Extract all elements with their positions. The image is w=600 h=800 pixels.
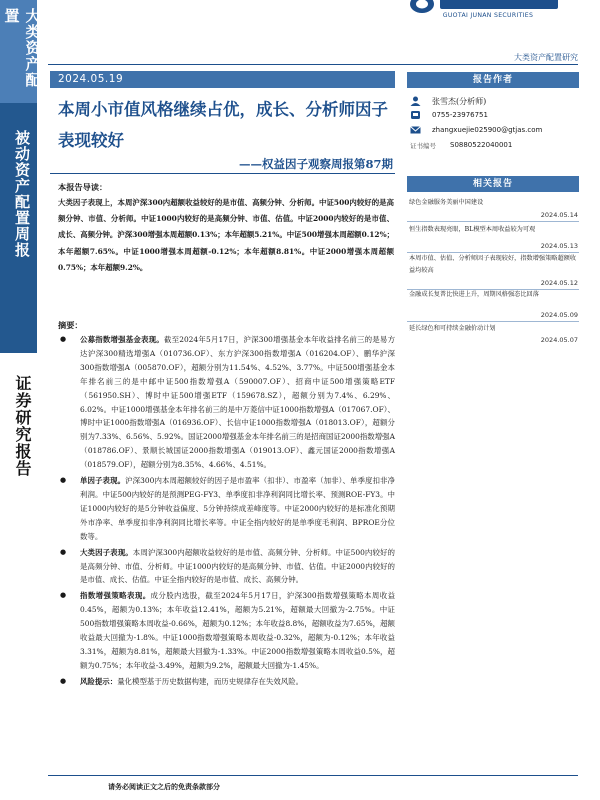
left-sidebar xyxy=(0,0,42,800)
analyst-email[interactable]: zhangxuejie025900@gtjas.com xyxy=(432,126,543,134)
analyst-name: 张雪杰(分析师) xyxy=(432,97,487,106)
top-divider xyxy=(48,64,578,65)
summary-list xyxy=(58,333,395,691)
guide-heading: 本报告导读： xyxy=(58,182,108,192)
report-date: 2024.05.19 xyxy=(50,71,395,88)
analyst-phone: 0755-23976751 xyxy=(432,111,488,119)
related-divider xyxy=(407,321,579,322)
sidebar-label-series: 被动资产配置周报 xyxy=(13,130,31,258)
summary-item-lead: 单因子表现。 xyxy=(80,476,126,486)
summary-item-lead: 大类因子表现。 xyxy=(80,547,133,557)
summary-heading: 摘要： xyxy=(58,320,83,330)
cert-number: S0880522040001 xyxy=(450,141,513,149)
guide-text: 大类因子表现上，本周沪深300内超额收益较好的是市值、高频分钟、分析师。中证500内较好的是高频分钟、市值、分析师。中证1000内较好的是高频分钟、市值、估值。中证2000内较好的是市值、成长、高频分钟。沪深300增强本周超额0.13%；本年超额5.21%。中证500增强本周超额0.12%；本年超额7.65%。中证1000增强本周超额-0.12%；本年超额8.81%。中证2000增强本周超额0.75%；本年超额9.2%。 xyxy=(58,198,394,272)
title-divider xyxy=(50,173,395,174)
summary-item: ● 大类因子表现。本周沪深300内超额收益较好的是市值、高频分钟、分析师。中证500内较好的是高频分钟、市值、分析师。中证1000内较好的是高频分钟、市值、估值。中证2000内较好的是市值、成长、估值。中证全指内较好的是市值、成长、高频分钟。 xyxy=(58,546,395,588)
analyst-section-title: 报告作者 xyxy=(407,72,579,88)
report-type: 大类资产配置研究 xyxy=(514,53,578,62)
related-divider xyxy=(407,221,579,222)
related-item-date: 2024.05.14 xyxy=(540,211,578,219)
summary-item-lead: 公募指数增强基金表现。 xyxy=(80,335,164,344)
related-item-date: 2024.05.13 xyxy=(540,242,578,250)
related-item-title[interactable]: 本周市值、估值、分析师因子表现较好，指数增强策略超额收益均较高 xyxy=(409,255,577,274)
report-title: 本周小市值风格继续占优，成长、分析师因子表现较好 xyxy=(58,100,388,150)
related-item-title[interactable]: 绿色金融服务美丽中国建设 xyxy=(409,199,484,206)
report-subtitle: ——权益因子观察周报第87期 xyxy=(238,157,393,171)
person-icon xyxy=(410,96,421,106)
phone-icon xyxy=(410,110,421,120)
related-item-title[interactable]: 延长绿色和可持续金融价动计划 xyxy=(409,325,496,332)
bottom-divider xyxy=(48,775,578,776)
related-item-date: 2024.05.12 xyxy=(540,279,578,287)
email-icon xyxy=(410,125,421,135)
related-item-title[interactable]: 恒生指数表现亮眼，BL模型本周收益较为可观 xyxy=(409,226,536,233)
related-item-title[interactable]: 金融成长复普比快进上升，周期风格强态比回落 xyxy=(409,291,539,298)
sidebar-label-type: 证券研究报告 xyxy=(13,375,32,477)
summary-item-lead: 指数增强策略表现。 xyxy=(80,591,151,601)
related-item-date: 2024.05.07 xyxy=(540,336,578,344)
summary-item: ● 指数增强策略表现。成分股内选股，截至2024年5月17日，沪深300指数增强策略本周收益0.45%，超额为0.13%；本年收益12.41%，超额为5.21%，超额最大回撤为-2.75%。中证500指数增强策略本周收益-0.66%，超额为0.12%；本年收益8.8%，超额收益为7.65%，超额收益最大回撤为-1.8%。中证1000指数增强策略本周收益-0.32%，超额为-0.12%；本年收益3.31%，超额为8.81%，超额最大回撤为-1.33%。中证2000指数增强策略本周收益0.5%，超额为0.75%；本年收益-3.49%，超额为9.2%，超额最大回撤为-1.45%。 xyxy=(58,589,395,672)
summary-item: ● 公募指数增强基金表现。截至2024年5月17日，沪深300增强基金本年收益排名前三的是易方达沪深300精选增强A（010736.OF）、东方沪深300指数增强A（016204.OF）、鹏华沪深300指数增强A（005870.OF），超额分别为11.54%、4.52%、3.77%。中证500增强基金本年排名前三的是中邮中证500指数增强A（590007.OF）、招商中证500增强策略ETF（561950.SH）、博时中证500增强ETF（159678.SZ），超额分别为7.4%、6.29%、6.02%。中证1000增强基金本年排名前三的是中万菱信中证1000指数增强A（017067.OF）、博时中证1000指数增强A（016936.OF）、长信中证1000指数增强A（018013.OF），超额分别为7.33%、6.56%、5.92%。国证2000增强基金本年排名前三的是招商国证2000指数增强A（018786.OF）、景顺长城国证2000指数增强A（019013.OF）、鑫元国证2000指数增强A（018579.OF），超额分别为8.35%、4.66%、4.51%。 xyxy=(58,333,395,472)
footer-disclaimer: 请务必阅读正文之后的免责条款部分 xyxy=(108,782,220,791)
cert-label: 证书编号 xyxy=(410,142,436,150)
logo-text: GUOTAI JUNAN SECURITIES xyxy=(442,12,534,19)
summary-item: ● 单因子表现。沪深300内本周超额较好的因子是市盈率（扣非）、市盈率（加非）、单季度扣非净利润。中证500内较好的是预测PEG-FY3、单季度扣非净利润同比增长率、预测ROE-FY3。中证1000内较好的是5分钟收益偏度、5分钟持续成差峰度等。中证2000内较好的是标准化预期外市净率、单季度扣非净利润同比增长率等。中证全指内较好的是单季度毛利润、BPROE分位数等。 xyxy=(58,474,395,544)
summary-item: ● 风险提示：量化模型基于历史数据构建，而历史规律存在失效风险。 xyxy=(58,675,395,689)
related-item-date: 2024.05.09 xyxy=(540,311,578,319)
related-section-title: 相关报告 xyxy=(407,176,579,192)
sidebar-label-category: 大类资产配置 xyxy=(2,8,42,88)
summary-item-lead: 风险提示： xyxy=(80,676,118,686)
